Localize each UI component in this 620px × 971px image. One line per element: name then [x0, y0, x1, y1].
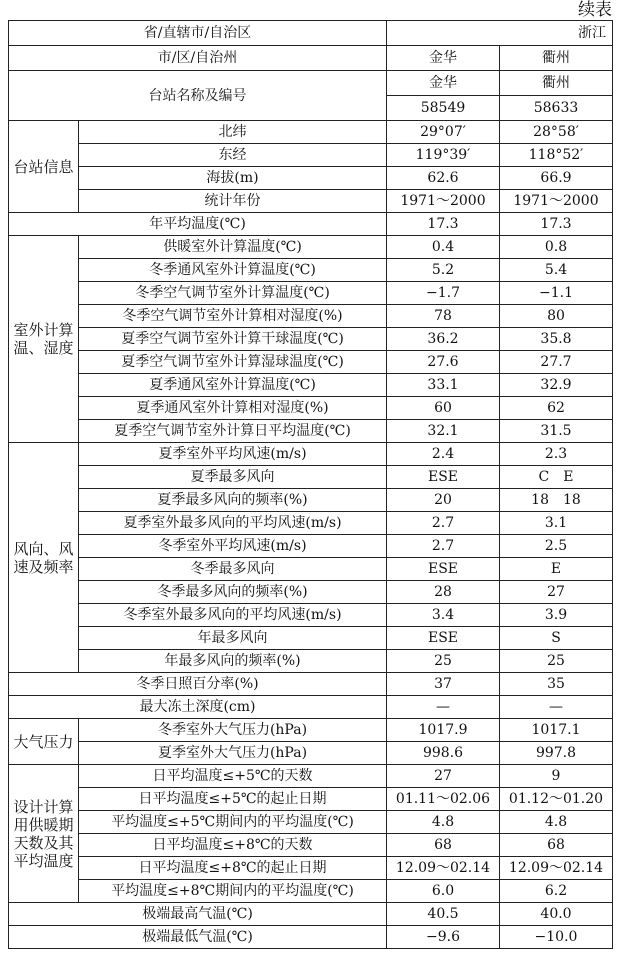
row-label: 夏季通风室外计算温度(℃)	[79, 374, 387, 397]
value-quzhou: 25	[500, 650, 613, 673]
table-row	[9, 834, 613, 857]
value-jinhua: 17.3	[387, 213, 500, 236]
row-label: 冬季最多风向的频率(%)	[79, 581, 387, 604]
table-row	[9, 788, 613, 811]
value-jinhua: 0.4	[387, 236, 500, 259]
table-row	[9, 121, 613, 144]
row-label: 统计年份	[79, 190, 387, 213]
value-jinhua: 01.11～02.06	[387, 788, 500, 811]
value-jinhua: 119°39′	[387, 144, 500, 167]
row-label: 夏季最多风向的频率(%)	[79, 489, 387, 512]
table-row	[9, 903, 613, 926]
value-quzhou: 4.8	[500, 811, 613, 834]
value-quzhou: 3.1	[500, 512, 613, 535]
value-jinhua: 62.6	[387, 167, 500, 190]
row-label: 冬季室外最多风向的平均风速(m/s)	[79, 604, 387, 627]
city-row	[9, 46, 613, 71]
province-row	[9, 21, 613, 46]
table-row	[9, 236, 613, 259]
value-jinhua: −1.7	[387, 282, 500, 305]
table-row	[9, 374, 613, 397]
table-row	[9, 535, 613, 558]
row-label: 夏季空气调节室外计算湿球温度(℃)	[79, 351, 387, 374]
row-label: 最大冻土深度(cm)	[9, 696, 387, 719]
value-quzhou: 1017.1	[500, 719, 613, 742]
group-station-info: 台站信息	[9, 121, 79, 213]
value-quzhou: 28°58′	[500, 121, 613, 144]
table-row	[9, 190, 613, 213]
value-quzhou: 3.9	[500, 604, 613, 627]
value-quzhou: 31.5	[500, 420, 613, 443]
row-label: 夏季室外平均风速(m/s)	[79, 443, 387, 466]
table-row	[9, 627, 613, 650]
row-label: 夏季最多风向	[79, 466, 387, 489]
table-row	[9, 351, 613, 374]
value-jinhua: 29°07′	[387, 121, 500, 144]
value-quzhou: 5.4	[500, 259, 613, 282]
value-quzhou: 66.9	[500, 167, 613, 190]
value-jinhua: 60	[387, 397, 500, 420]
table-row	[9, 213, 613, 236]
province-value: 浙江	[387, 21, 613, 46]
value-jinhua: 33.1	[387, 374, 500, 397]
value-quzhou: C E	[500, 466, 613, 489]
city-name: 金华	[387, 46, 500, 71]
table-row	[9, 512, 613, 535]
station-label: 台站名称及编号	[9, 71, 387, 121]
value-quzhou: 997.8	[500, 742, 613, 765]
value-jinhua: 1017.9	[387, 719, 500, 742]
table-row	[9, 466, 613, 489]
table-row	[9, 581, 613, 604]
row-label: 冬季最多风向	[79, 558, 387, 581]
row-label: 平均温度≤+8℃期间内的平均温度(℃)	[79, 880, 387, 903]
row-label: 夏季空气调节室外计算干球温度(℃)	[79, 328, 387, 351]
table-row	[9, 811, 613, 834]
value-jinhua: 2.4	[387, 443, 500, 466]
table-row	[9, 443, 613, 466]
value-quzhou: 40.0	[500, 903, 613, 926]
group-wind: 风向、风速及频率	[9, 443, 79, 673]
station-name: 金华	[387, 71, 500, 96]
value-quzhou: 9	[500, 765, 613, 788]
row-label: 年最多风向	[79, 627, 387, 650]
value-jinhua: 4.8	[387, 811, 500, 834]
value-quzhou: 2.5	[500, 535, 613, 558]
table-row	[9, 765, 613, 788]
table-row	[9, 259, 613, 282]
value-quzhou: 01.12～01.20	[500, 788, 613, 811]
row-label: 夏季空气调节室外计算日平均温度(℃)	[79, 420, 387, 443]
row-label: 冬季空气调节室外计算温度(℃)	[79, 282, 387, 305]
value-quzhou: 27	[500, 581, 613, 604]
value-quzhou: 27.7	[500, 351, 613, 374]
table-row	[9, 742, 613, 765]
value-quzhou: 12.09～02.14	[500, 857, 613, 880]
value-quzhou: 18 18	[500, 489, 613, 512]
group-pressure: 大气压力	[9, 719, 79, 765]
value-jinhua: 68	[387, 834, 500, 857]
value-jinhua: −9.6	[387, 926, 500, 949]
row-label: 夏季通风室外计算相对湿度(%)	[79, 397, 387, 420]
table-row	[9, 857, 613, 880]
value-quzhou: S	[500, 627, 613, 650]
row-label: 极端最高气温(℃)	[9, 903, 387, 926]
value-quzhou: 62	[500, 397, 613, 420]
table-row	[9, 305, 613, 328]
station-id: 58633	[500, 96, 613, 121]
value-jinhua: 1971～2000	[387, 190, 500, 213]
value-quzhou: 35.8	[500, 328, 613, 351]
row-label: 海拔(m)	[79, 167, 387, 190]
value-quzhou: 35	[500, 673, 613, 696]
row-label: 夏季室外最多风向的平均风速(m/s)	[79, 512, 387, 535]
table-row	[9, 604, 613, 627]
value-jinhua: 27.6	[387, 351, 500, 374]
value-quzhou: 68	[500, 834, 613, 857]
table-row	[9, 926, 613, 949]
value-quzhou: 1971～2000	[500, 190, 613, 213]
value-quzhou: —	[500, 696, 613, 719]
row-label: 北纬	[79, 121, 387, 144]
row-label: 冬季日照百分率(%)	[9, 673, 387, 696]
row-label: 日平均温度≤+5℃的起止日期	[79, 788, 387, 811]
row-label: 日平均温度≤+8℃的天数	[79, 834, 387, 857]
value-jinhua: 25	[387, 650, 500, 673]
value-jinhua: 6.0	[387, 880, 500, 903]
value-quzhou: −1.1	[500, 282, 613, 305]
value-jinhua: ESE	[387, 466, 500, 489]
climate-data-table	[8, 20, 613, 949]
row-label: 供暖室外计算温度(℃)	[79, 236, 387, 259]
value-jinhua: ESE	[387, 627, 500, 650]
table-row	[9, 880, 613, 903]
station-id: 58549	[387, 96, 500, 121]
station-name-row	[9, 71, 613, 96]
value-jinhua: 32.1	[387, 420, 500, 443]
value-quzhou: 17.3	[500, 213, 613, 236]
value-jinhua: 37	[387, 673, 500, 696]
value-jinhua: 28	[387, 581, 500, 604]
table-row	[9, 696, 613, 719]
row-label: 平均温度≤+5℃期间内的平均温度(℃)	[79, 811, 387, 834]
row-label: 冬季空气调节室外计算相对湿度(%)	[79, 305, 387, 328]
group-outdoor-temp-humidity: 室外计算温、湿度	[9, 236, 79, 443]
value-jinhua: 3.4	[387, 604, 500, 627]
row-label: 冬季室外大气压力(hPa)	[79, 719, 387, 742]
station-name: 衢州	[500, 71, 613, 96]
value-jinhua: 12.09～02.14	[387, 857, 500, 880]
row-label: 极端最低气温(℃)	[9, 926, 387, 949]
value-jinhua: 78	[387, 305, 500, 328]
city-label: 市/区/自治州	[9, 46, 387, 71]
group-heating-period: 设计计算用供暖期天数及其平均温度	[9, 765, 79, 903]
row-label: 东经	[79, 144, 387, 167]
value-jinhua: 5.2	[387, 259, 500, 282]
value-jinhua: ESE	[387, 558, 500, 581]
table-row	[9, 328, 613, 351]
value-jinhua: 36.2	[387, 328, 500, 351]
value-jinhua: —	[387, 696, 500, 719]
value-quzhou: 2.3	[500, 443, 613, 466]
table-row	[9, 673, 613, 696]
value-quzhou: 80	[500, 305, 613, 328]
table-row	[9, 719, 613, 742]
value-jinhua: 2.7	[387, 535, 500, 558]
row-label: 夏季室外大气压力(hPa)	[79, 742, 387, 765]
value-jinhua: 2.7	[387, 512, 500, 535]
value-jinhua: 20	[387, 489, 500, 512]
value-quzhou: E	[500, 558, 613, 581]
value-jinhua: 27	[387, 765, 500, 788]
row-label: 日平均温度≤+8℃的起止日期	[79, 857, 387, 880]
city-name: 衢州	[500, 46, 613, 71]
table-row	[9, 489, 613, 512]
table-row	[9, 167, 613, 190]
table-caption: 续表	[578, 0, 612, 20]
row-label: 年平均温度(℃)	[9, 213, 387, 236]
value-quzhou: 6.2	[500, 880, 613, 903]
row-label: 年最多风向的频率(%)	[79, 650, 387, 673]
table-row	[9, 397, 613, 420]
table-row	[9, 282, 613, 305]
row-label: 冬季室外平均风速(m/s)	[79, 535, 387, 558]
table-row	[9, 650, 613, 673]
table-row	[9, 558, 613, 581]
row-label: 冬季通风室外计算温度(℃)	[79, 259, 387, 282]
row-label: 日平均温度≤+5℃的天数	[79, 765, 387, 788]
province-label: 省/直辖市/自治区	[9, 21, 387, 46]
value-quzhou: 32.9	[500, 374, 613, 397]
table-row	[9, 420, 613, 443]
value-quzhou: −10.0	[500, 926, 613, 949]
table-row	[9, 144, 613, 167]
value-jinhua: 40.5	[387, 903, 500, 926]
value-quzhou: 0.8	[500, 236, 613, 259]
value-jinhua: 998.6	[387, 742, 500, 765]
value-quzhou: 118°52′	[500, 144, 613, 167]
